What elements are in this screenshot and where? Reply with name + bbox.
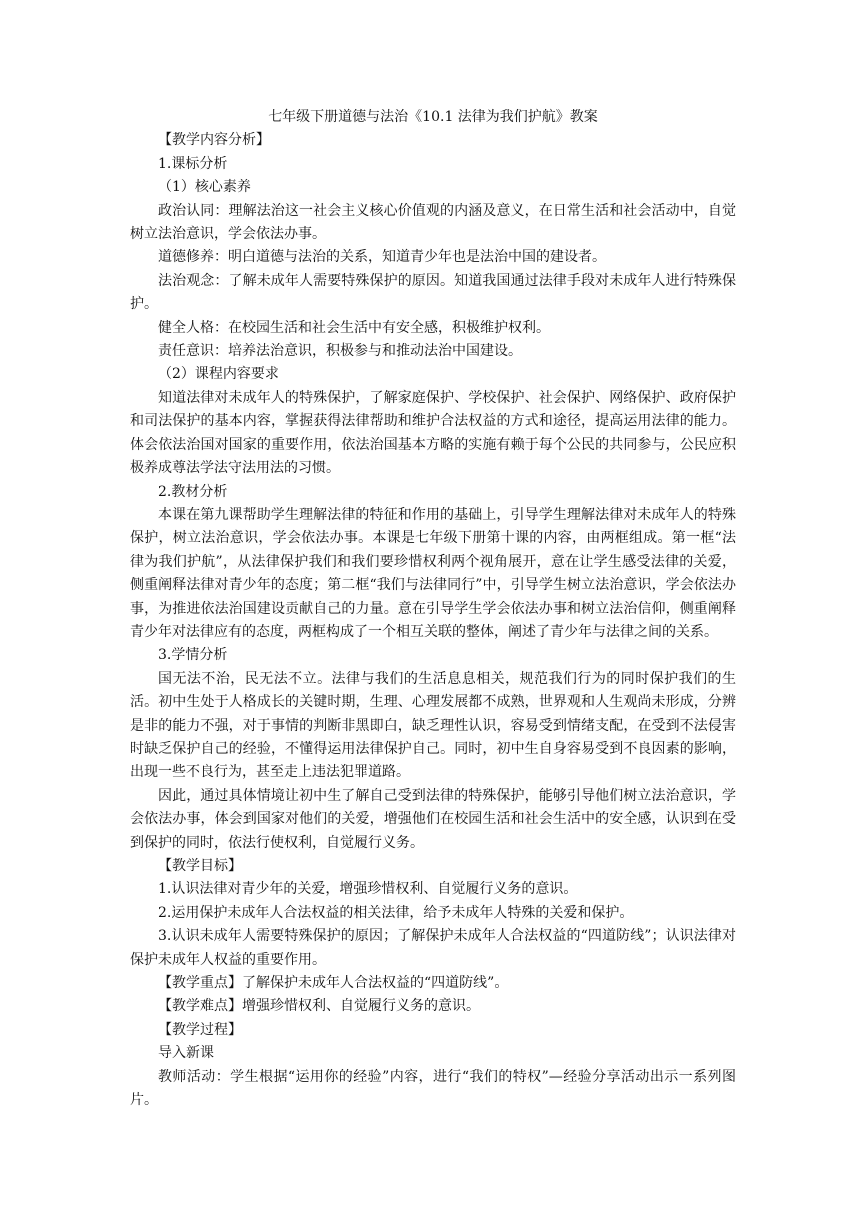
section-heading: 【教学过程】 — [158, 1021, 242, 1038]
paragraph: 政治认同：理解法治这一社会主义核心价值观的内涵及意义，在日常生活和社会活动中，自觉树立法治意识，学会依法办事。 — [130, 202, 736, 243]
document-title: 七年级下册道德与法治《10.1 法律为我们护航》教案 — [268, 109, 598, 125]
subsection-heading: 1.课标分析 — [158, 155, 228, 172]
subsection-heading: （1）核心素养 — [158, 179, 251, 196]
list-item: 1.认识法律对青少年的关爱，增强珍惜权利、自觉履行义务的意识。 — [158, 881, 578, 898]
list-item: 3.认识未成年人需要特殊保护的原因；了解保护未成年人合法权益的“四道防线”；认识法律对保护未成年人权益的重要作用。 — [130, 928, 736, 968]
section-heading: 【教学目标】 — [158, 858, 242, 874]
paragraph: 国无法不治，民无法不立。法律与我们的生活息息相关，规范我们行为的同时保护我们的生活。初中生处于人格成长的关键时期，生理、心理发展都不成熟，世界观和人生观尚未形成，分辨是非的能力不强，对于事情的判断非黑即白，缺乏理性认识，容易受到情绪支配，在受到不法侵害时缺乏保护自己的经验，不懂得运用法律保护自己。同时，初中生自身容易受到不良因素的影响，出现一些不良行为，甚至走上违法犯罪道路。 — [130, 670, 736, 781]
paragraph: 法治观念：了解未成年人需要特殊保护的原因。知道我国通过法律手段对未成年人进行特殊保护。 — [130, 272, 736, 313]
paragraph: 道德修养：明白道德与法治的关系，知道青少年也是法治中国的建设者。 — [158, 249, 606, 266]
subsection-heading: 导入新课 — [158, 1045, 214, 1062]
paragraph: 教师活动：学生根据“运用你的经验”内容，进行“我们的特权”—经验分享活动出示一系列图片。 — [130, 1068, 736, 1109]
document-body — [130, 129, 736, 1112]
paragraph: 本课在第九课帮助学生理解法律的特征和作用的基础上，引导学生理解法律对未成年人的特殊保护，树立法治意识，学会依法办事。本课是七年级下册第十课的内容，由两框组成。第一框“法律为我们护航”，从法律保护我们和我们要珍惜权利两个视角展开，意在让学生感受法律的关爱，侧重阐释法律对青少年的态度；第二框“我们与法律同行”中，引导学生树立法治意识，学会依法办事，为推进依法治国建设贡献自己的力量。意在引导学生学会依法办事和树立法治信仰，侧重阐释青少年对法律应有的态度，两框构成了一个相互关联的整体，阐述了青少年与法律之间的关系。 — [130, 506, 736, 640]
subsection-heading: （2）课程内容要求 — [158, 366, 279, 383]
paragraph: 责任意识：培养法治意识，积极参与和推动法治中国建设。 — [158, 343, 522, 360]
paragraph: 知道法律对未成年人的特殊保护，了解家庭保护、学校保护、社会保护、网络保护、政府保护和司法保护的基本内容，掌握获得法律帮助和维护合法权益的方式和途径，提高运用法律的能力。体会依法治国对国家的重要作用，依法治国基本方略的实施有赖于每个公民的共同参与，公民应积极养成尊法学法守法用法的习惯。 — [130, 389, 736, 477]
list-item: 2.运用保护未成年人合法权益的相关法律，给予未成年人特殊的关爱和保护。 — [158, 904, 634, 921]
paragraph: 【教学重点】了解保护未成年人合法权益的“四道防线”。 — [158, 975, 509, 992]
subsection-heading: 3.学情分析 — [158, 647, 228, 664]
paragraph: 【教学难点】增强珍惜权利、自觉履行义务的意识。 — [158, 998, 480, 1015]
section-heading: 【教学内容分析】 — [158, 132, 270, 149]
paragraph: 健全人格：在校园生活和社会生活中有安全感，积极维护权利。 — [158, 319, 550, 336]
paragraph: 因此，通过具体情境让初中生了解自己受到法律的特殊保护，能够引导他们树立法治意识，学会依法办事，体会到国家对他们的关爱，增强他们在校园生活和社会生活中的安全感，认识到在受到保护的同时，依法行使权利，自觉履行义务。 — [130, 787, 736, 851]
subsection-heading: 2.教材分析 — [158, 483, 228, 500]
